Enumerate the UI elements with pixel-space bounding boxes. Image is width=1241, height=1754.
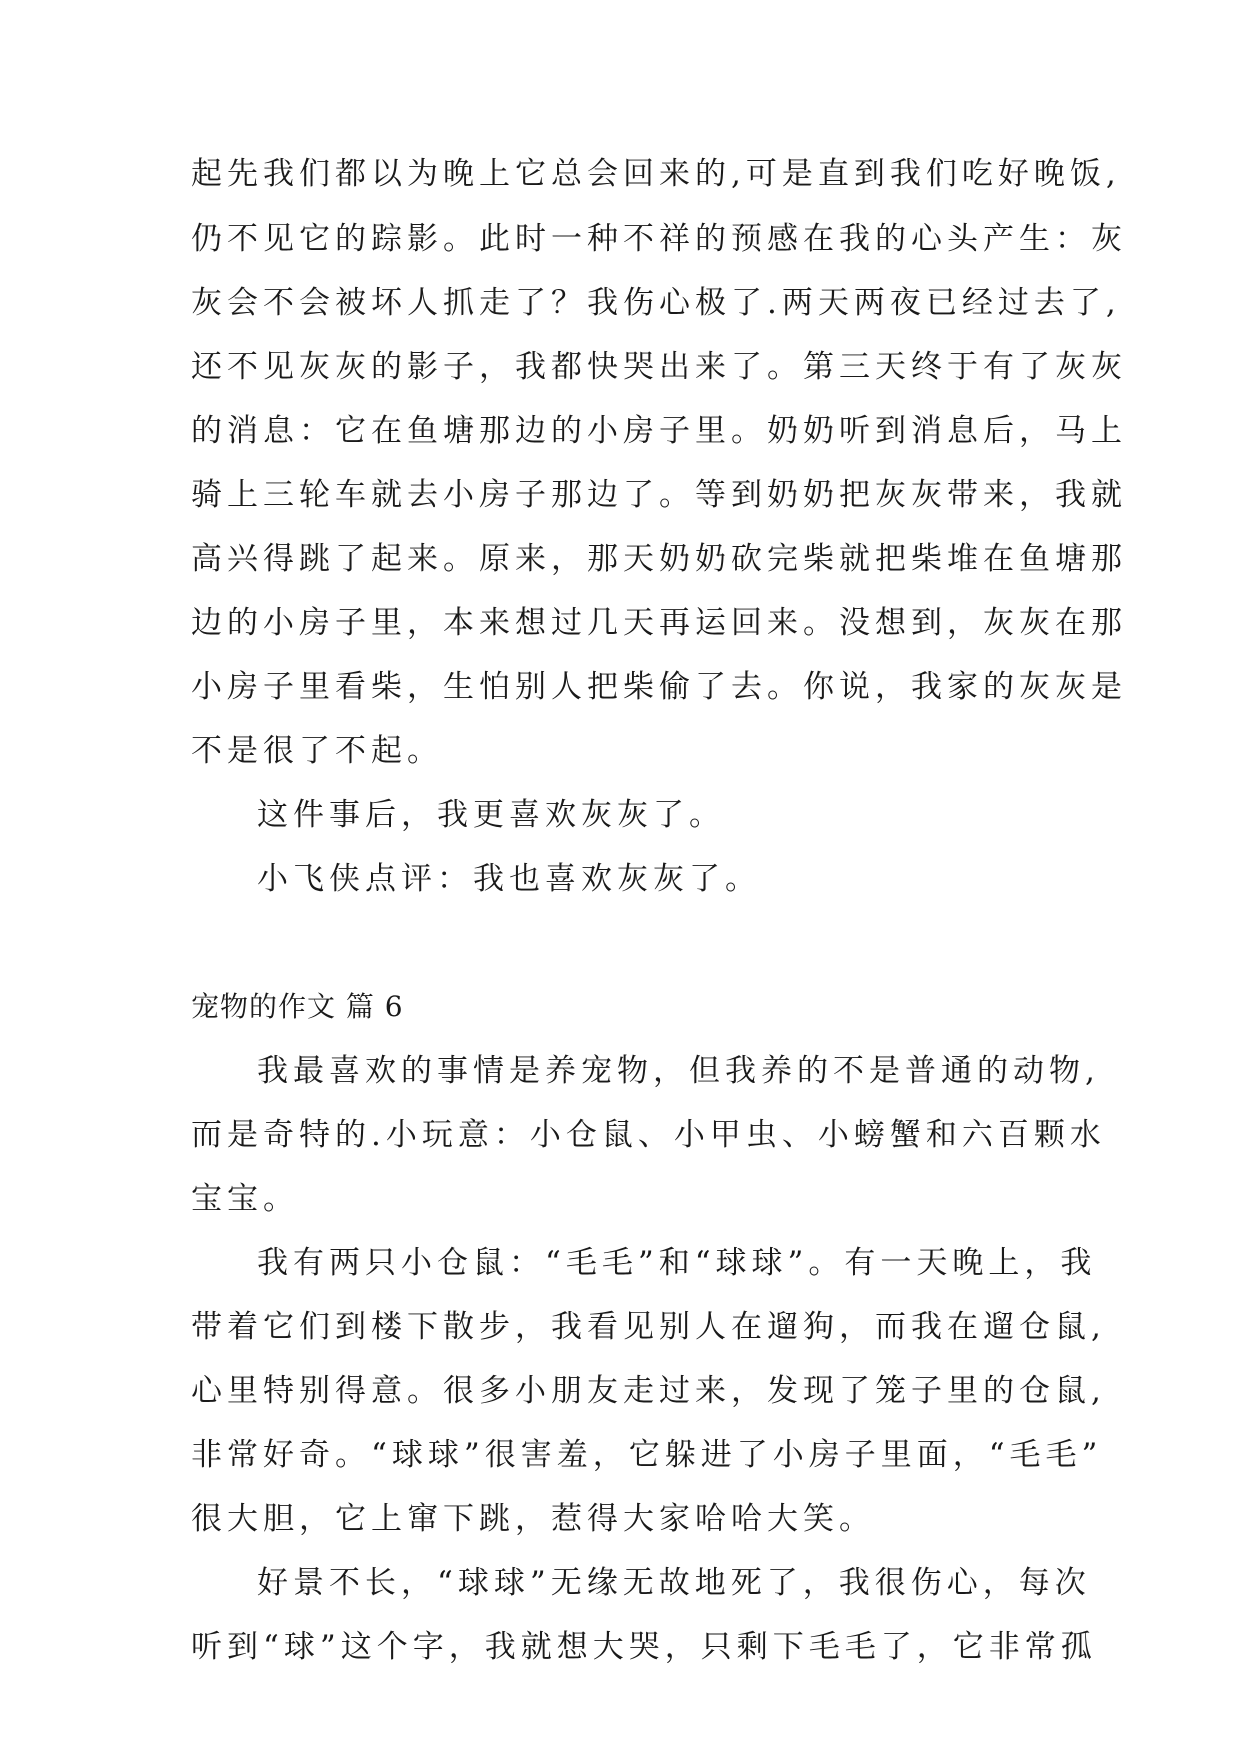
comment-paragraph: 小飞侠点评：我也喜欢灰灰了。 xyxy=(257,861,761,897)
text-line: 不是很了不起。 xyxy=(191,733,443,769)
text-line: 骑上三轮车就去小房子那边了。等到奶奶把灰灰带来，我就 xyxy=(191,477,1127,513)
section-title: 宠物的作文 篇 6 xyxy=(191,990,404,1023)
text-line: 仍不见它的踪影。此时一种不祥的预感在我的心头产生：灰 xyxy=(191,221,1127,257)
text-line: 小房子里看柴，生怕别人把柴偷了去。你说，我家的灰灰是 xyxy=(191,669,1127,705)
text-line: 边的小房子里，本来想过几天再运回来。没想到，灰灰在那 xyxy=(191,605,1127,641)
text-line: 宝宝。 xyxy=(191,1181,299,1217)
text-line: 还不见灰灰的影子，我都快哭出来了。第三天终于有了灰灰 xyxy=(191,349,1127,385)
paragraph-after: 这件事后，我更喜欢灰灰了。 xyxy=(257,797,725,833)
text-line: 听到“球”这个字，我就想大哭，只剩下毛毛了，它非常孤 xyxy=(191,1629,1097,1665)
text-line: 灰会不会被坏人抓走了？我伤心极了.两天两夜已经过去了, xyxy=(191,285,1121,321)
text-line: 起先我们都以为晚上它总会回来的,可是直到我们吃好晚饭, xyxy=(191,156,1121,192)
text-line: 心里特别得意。很多小朋友走过来，发现了笼子里的仓鼠, xyxy=(191,1373,1106,1409)
text-line: 很大胆，它上窜下跳，惹得大家哈哈大笑。 xyxy=(191,1501,875,1537)
text-line: 的消息：它在鱼塘那边的小房子里。奶奶听到消息后，马上 xyxy=(191,413,1127,449)
text-line: 带着它们到楼下散步，我看见别人在遛狗，而我在遛仓鼠, xyxy=(191,1309,1106,1345)
text-line: 而是奇特的.小玩意：小仓鼠、小甲虫、小螃蟹和六百颗水 xyxy=(191,1117,1106,1153)
text-line: 非常好奇。“球球”很害羞，它躲进了小房子里面，“毛毛” xyxy=(191,1437,1103,1473)
text-line: 我有两只小仓鼠：“毛毛”和“球球”。有一天晚上，我 xyxy=(257,1245,1097,1281)
text-line: 好景不长，“球球”无缘无故地死了，我很伤心，每次 xyxy=(257,1565,1091,1601)
text-line: 我最喜欢的事情是养宠物，但我养的不是普通的动物, xyxy=(257,1053,1100,1089)
text-line: 高兴得跳了起来。原来，那天奶奶砍完柴就把柴堆在鱼塘那 xyxy=(191,541,1127,577)
